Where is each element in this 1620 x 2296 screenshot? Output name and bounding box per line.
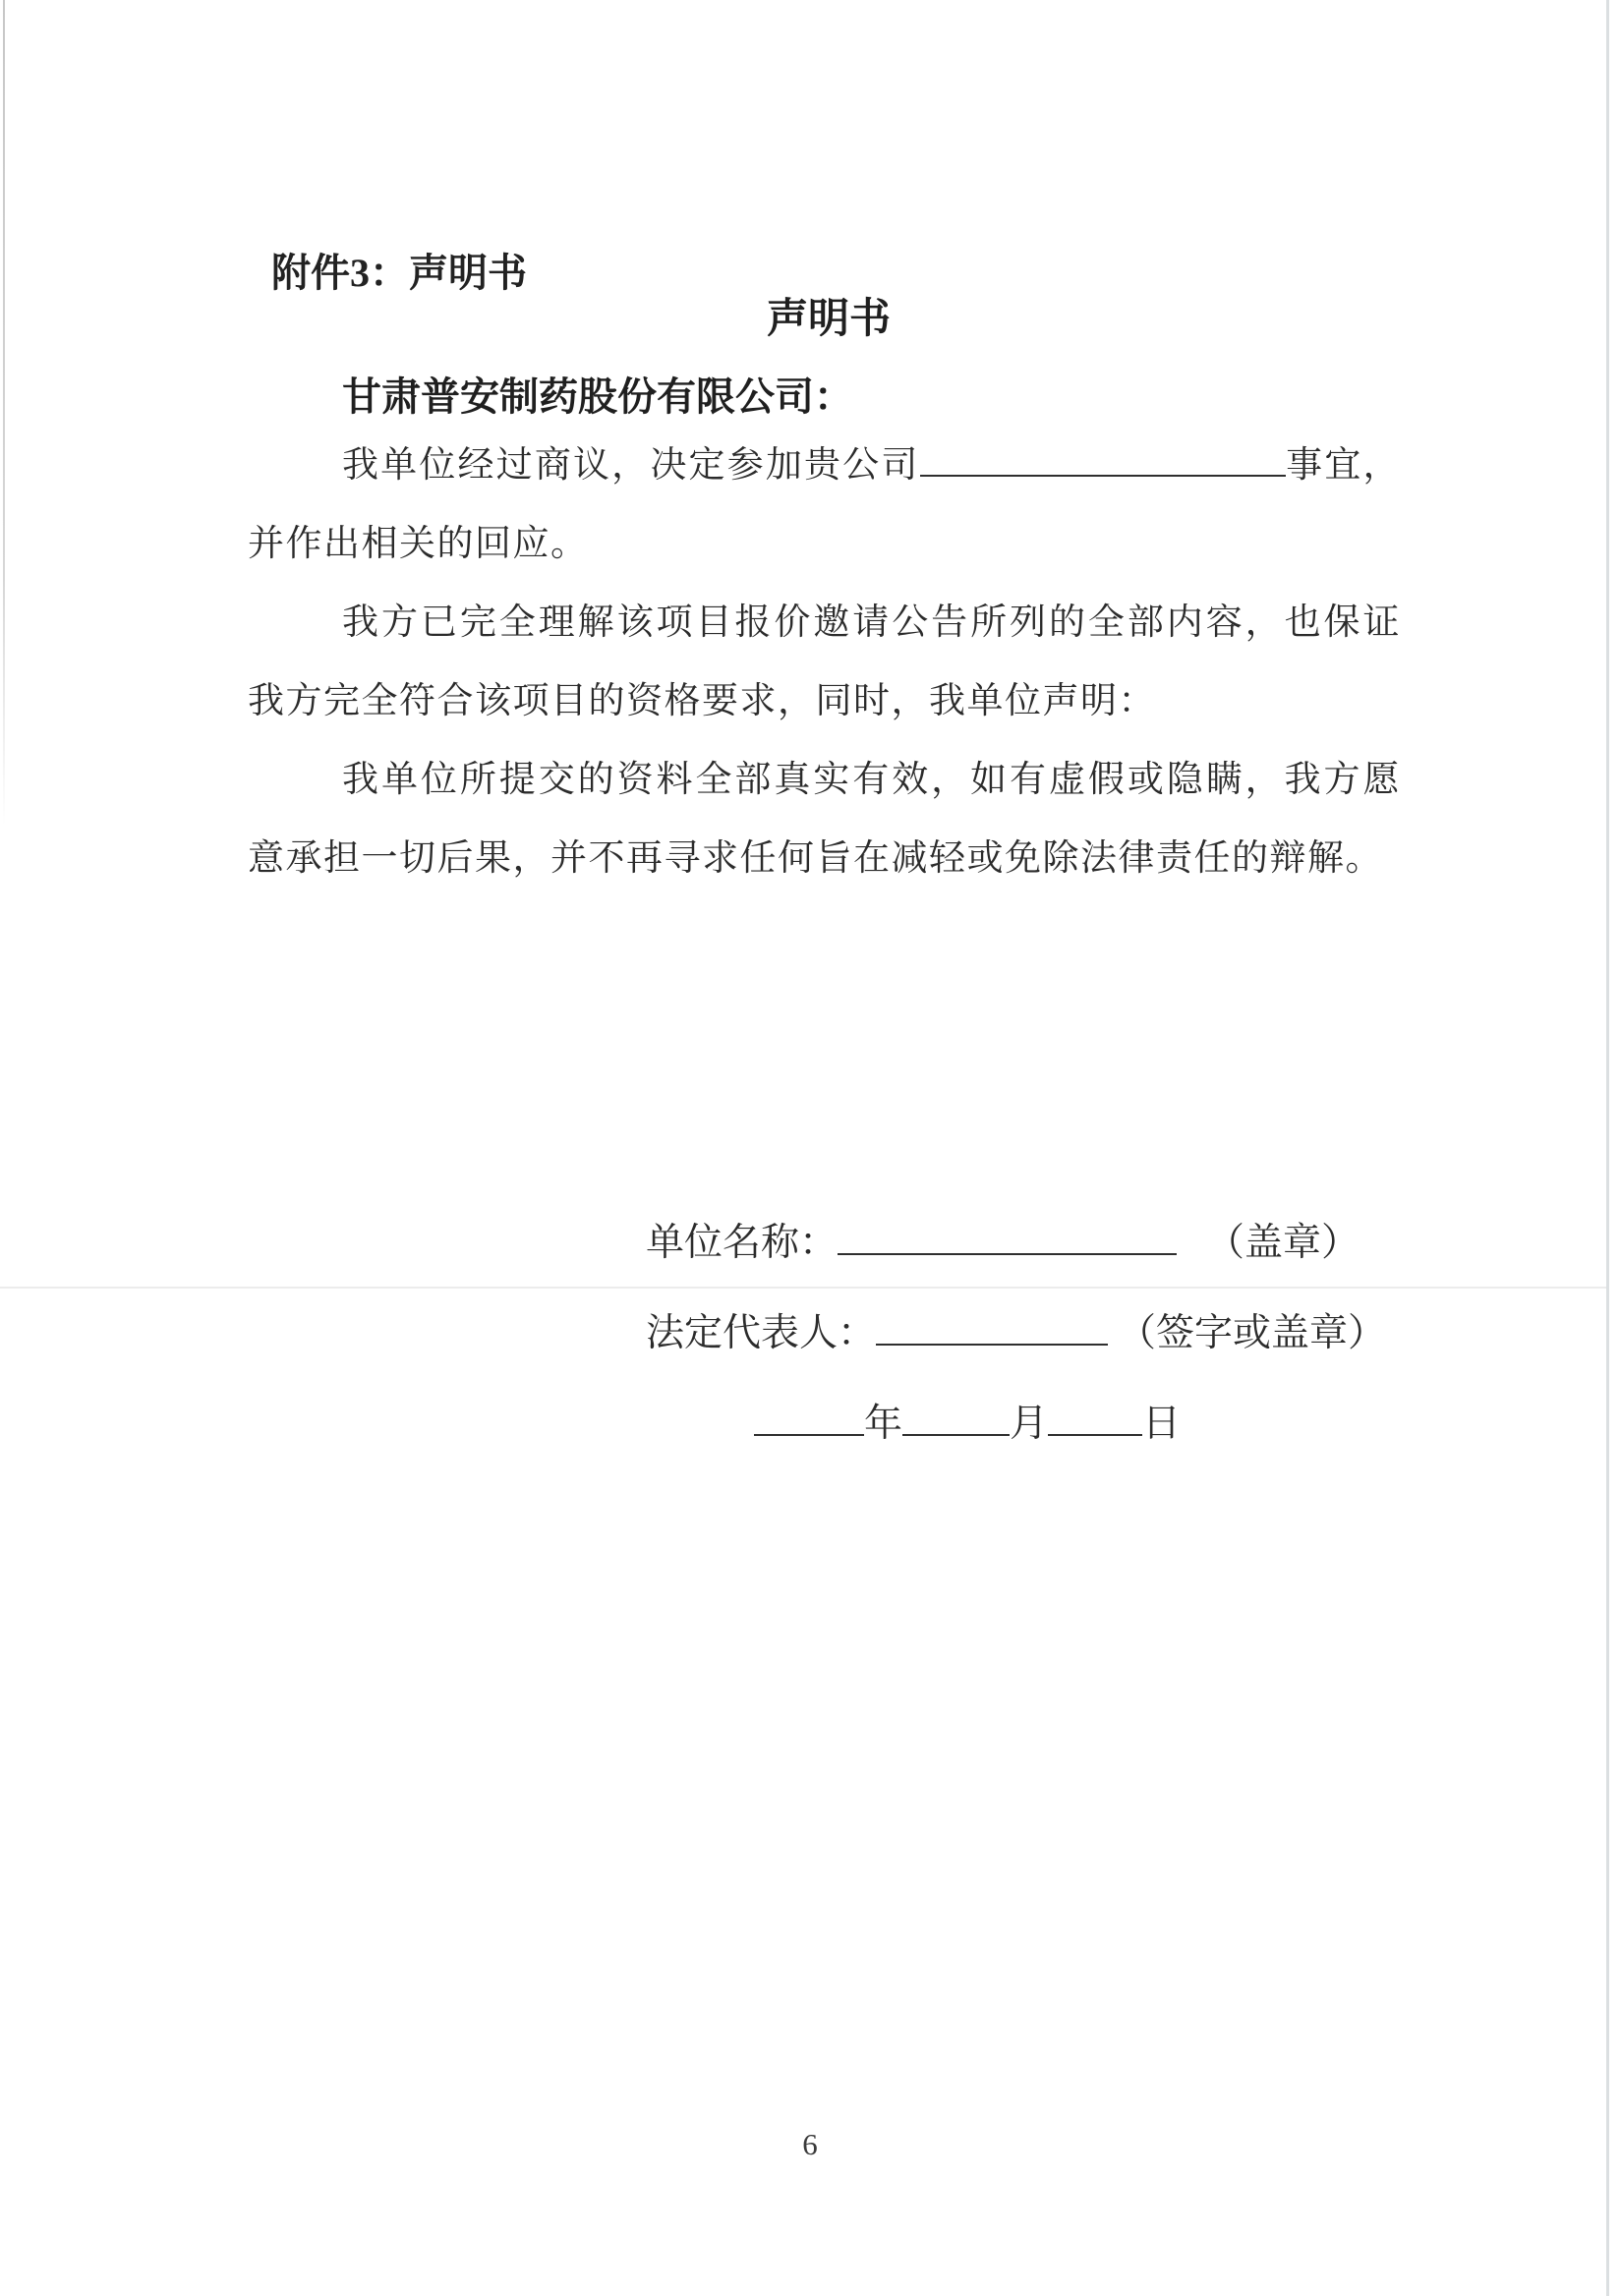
salutation-company-name: 甘肃普安制药股份有限公司： [342, 374, 853, 419]
scan-edge-left-artifact [3, 0, 5, 826]
date-month-label: 月 [1010, 1403, 1049, 1445]
date-year-label: 年 [864, 1403, 903, 1445]
document-title: 声明书 [767, 297, 892, 342]
scan-edge-right-artifact [1606, 0, 1609, 2296]
fill-in-blank-year [754, 1430, 864, 1436]
paragraph-participation [248, 427, 1401, 584]
paragraph-participation-text-before: 我单位经过商议，决定参加贵公司 [342, 445, 920, 486]
fill-in-blank-month [902, 1430, 1010, 1436]
date-day-label: 日 [1142, 1403, 1182, 1445]
signature-row-date [646, 1379, 1386, 1469]
page-number: 6 [802, 2127, 818, 2161]
signature-row-representative [646, 1289, 1386, 1379]
fill-in-blank-day [1048, 1430, 1142, 1436]
attachment-label: 附件3：声明书 [271, 251, 527, 295]
fill-in-blank-representative-name [876, 1340, 1108, 1346]
company-name-label: 单位名称： [646, 1222, 839, 1264]
legal-representative-label: 法定代表人： [646, 1312, 877, 1354]
representative-seal-note: （签字或盖章） [1118, 1312, 1387, 1354]
paragraph-declaration: 我单位所提交的资料全部真实有效，如有虚假或隐瞒，我方愿意承担一切后果，并不再寻求任何旨在减轻或免除法律责任的辩解。 [248, 760, 1401, 879]
signature-row-company [646, 1198, 1386, 1289]
document-body [248, 427, 1401, 898]
paragraph-understanding: 我方已完全理解该项目报价邀请公告所列的全部内容，也保证我方完全符合该项目的资格要求，同时，我单位声明： [248, 603, 1401, 721]
fill-in-blank-project-name [920, 471, 1286, 477]
paragraph-participation-text-after: 事宜，并作出相关的回应。 [248, 445, 1401, 564]
fill-in-blank-company-name [838, 1249, 1177, 1255]
company-seal-note: （盖章） [1206, 1222, 1360, 1264]
signature-block [646, 1198, 1386, 1469]
